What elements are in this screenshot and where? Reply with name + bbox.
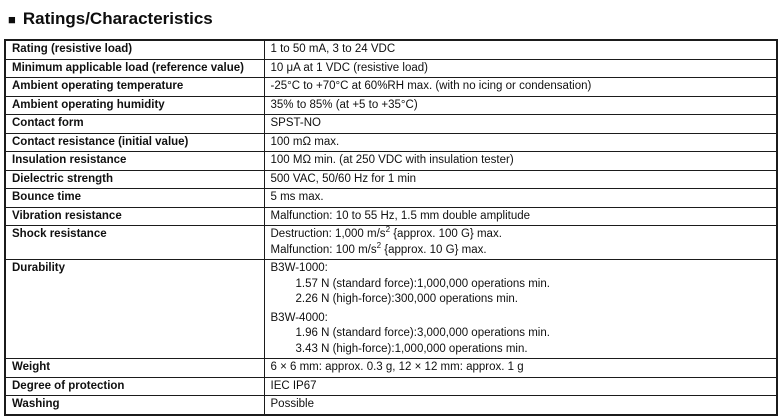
table-row (5, 152, 777, 171)
value-line (271, 379, 772, 395)
table-row (5, 377, 777, 396)
value-line (271, 42, 772, 58)
value-line (271, 397, 772, 413)
row-label: Contact form (5, 115, 264, 134)
row-value (264, 78, 777, 97)
table-row (5, 396, 777, 415)
value-segment: 3.43 N (high-force):1,000,000 operations min. (295, 342, 528, 355)
value-line (271, 79, 772, 95)
value-segment: 1 to 50 mA, 3 to 24 VDC (270, 43, 396, 55)
row-label: Insulation resistance (5, 152, 264, 171)
value-line (271, 116, 772, 132)
value-line (271, 311, 772, 327)
value-line (271, 326, 772, 342)
value-line (271, 153, 772, 169)
row-label: Bounce time (5, 189, 264, 208)
value-line (271, 277, 772, 293)
square-bullet-icon: ■ (8, 12, 16, 27)
superscript-segment: 2 (385, 225, 391, 235)
value-segment: {approx. 10 G} max. (381, 243, 487, 256)
value-line (271, 209, 772, 225)
table-row (5, 59, 777, 78)
value-line (271, 98, 772, 114)
value-line (270, 240, 772, 259)
row-value (264, 396, 777, 415)
value-segment: B3W-4000: (270, 311, 328, 324)
value-segment: 500 VAC, 50/60 Hz for 1 min (270, 172, 417, 185)
row-label: Degree of protection (5, 377, 264, 396)
value-segment: Malfunction: 10 to 55 Hz, 1.5 mm double amplitude (270, 209, 531, 222)
value-segment: Destruction: 1,000 m/s (270, 228, 386, 240)
value-segment: -25°C to +70°C at 60%RH max. (with no icing or condensation) (270, 80, 592, 92)
value-line (271, 261, 772, 277)
row-value (264, 226, 777, 260)
row-value (264, 115, 777, 134)
row-value (264, 359, 777, 378)
superscript-segment: 2 (376, 240, 382, 250)
value-line (271, 61, 772, 77)
value-segment: 1.96 N (standard force):3,000,000 operations min. (295, 327, 550, 339)
value-segment: 1.57 N (standard force):1,000,000 operations min. (295, 277, 550, 290)
row-label: Durability (5, 260, 264, 359)
row-value (264, 59, 777, 78)
value-segment: 2.26 N (high-force):300,000 operations min. (295, 293, 518, 305)
row-label: Ambient operating temperature (5, 78, 264, 97)
value-segment: 10 μA at 1 VDC (resistive load) (270, 61, 428, 74)
table-row (5, 78, 777, 97)
row-label: Vibration resistance (5, 207, 264, 226)
value-line (271, 360, 772, 376)
table-row (5, 115, 777, 134)
table-row (5, 226, 777, 260)
row-value (264, 377, 777, 396)
row-value (264, 207, 777, 226)
table-row (5, 189, 777, 208)
row-label: Shock resistance (5, 226, 264, 260)
row-value (264, 170, 777, 189)
value-segment: 5 ms max. (270, 191, 324, 203)
row-value (264, 96, 777, 115)
table-row (5, 96, 777, 115)
value-line (271, 342, 772, 358)
table-row (5, 133, 777, 152)
table-row (5, 260, 777, 359)
ratings-table (4, 39, 778, 416)
table-row (5, 40, 777, 59)
ratings-table-body (5, 40, 777, 415)
row-label: Dielectric strength (5, 170, 264, 189)
value-segment: 35% to 85% (at +5 to +35°C) (270, 98, 418, 111)
row-value (264, 260, 777, 359)
row-label: Weight (5, 359, 264, 378)
row-value (264, 40, 777, 59)
value-segment: SPST-NO (270, 117, 321, 129)
section-title (8, 8, 780, 29)
value-segment: Malfunction: 100 m/s (270, 243, 377, 256)
value-segment: B3W-1000: (270, 262, 328, 274)
datasheet-page (0, 8, 780, 420)
row-label: Ambient operating humidity (5, 96, 264, 115)
table-row (5, 170, 777, 189)
row-value (264, 133, 777, 152)
value-segment: 100 mΩ max. (270, 135, 340, 148)
value-line (271, 190, 772, 206)
row-label: Washing (5, 396, 264, 415)
value-segment: 6 × 6 mm: approx. 0.3 g, 12 × 12 mm: approx. 1 g (270, 361, 524, 373)
value-segment: IEC IP67 (270, 379, 317, 392)
row-label: Rating (resistive load) (5, 40, 264, 59)
section-title-text: Ratings/Characteristics (22, 9, 213, 28)
value-line (271, 172, 772, 188)
row-label: Minimum applicable load (reference value) (5, 59, 264, 78)
value-line (271, 292, 772, 308)
value-segment: {approx. 100 G} max. (390, 228, 502, 240)
table-row (5, 359, 777, 378)
table-row (5, 207, 777, 226)
row-value (264, 189, 777, 208)
value-segment: Possible (270, 398, 314, 410)
row-value (264, 152, 777, 171)
value-segment: 100 MΩ min. (at 250 VDC with insulation tester) (270, 154, 514, 166)
row-label: Contact resistance (initial value) (5, 133, 264, 152)
value-line (271, 227, 772, 243)
value-line (271, 135, 772, 151)
